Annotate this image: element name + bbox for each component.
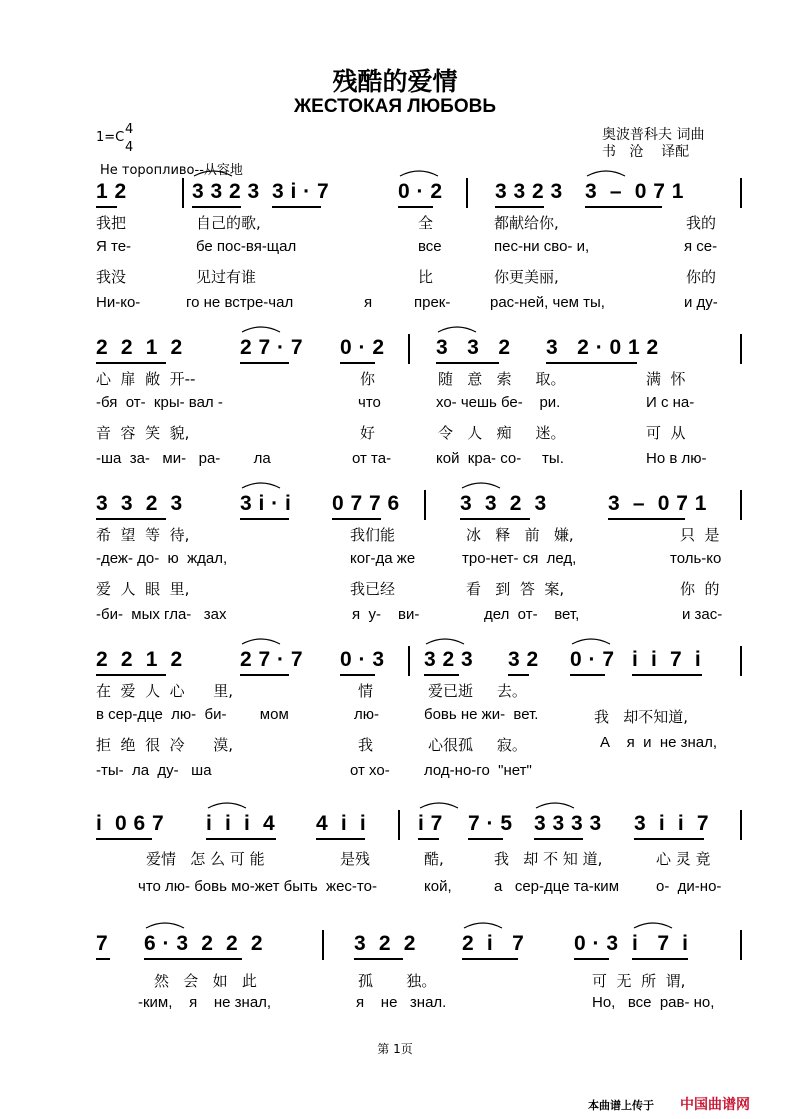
lyric-segment: 音 容 笑 貌, (96, 424, 190, 442)
note-group: 3 2 · 0 1 2 (546, 336, 659, 359)
lyric-segment: и ду- (684, 294, 718, 311)
note-group: 3 i i 7 (634, 812, 710, 835)
lyric-segment: о- ди-но- (656, 878, 722, 895)
lyric-segment: 我没 (96, 268, 127, 286)
lyric-segment: А я и не знал, (600, 734, 718, 751)
lyric-segment: 满 怀 (646, 370, 686, 388)
lyric-segment: а сер-дце та-ким (494, 878, 620, 895)
lyric-segment: -деж- до- ю ждал, (96, 550, 228, 567)
lyric-segment: И с на- (646, 394, 695, 411)
lyric-segment: кой, (424, 878, 452, 895)
note-group: 2 7 · 7 (240, 648, 304, 671)
beam-line (570, 674, 605, 676)
note-group: 7 · 5 (468, 812, 513, 835)
lyric-segment: 看 到 答 案, (466, 580, 565, 598)
tie-slur (208, 803, 246, 808)
lyric-segment: от та- (352, 450, 392, 467)
note-group: 3 3 2 3 (96, 492, 183, 515)
lyric-segment: 令 人 痴 迷。 (438, 424, 566, 442)
lyric-segment: лю- (354, 706, 379, 723)
lyric-segment: ви- (398, 606, 420, 623)
lyric-segment: -ким, я не знал, (138, 994, 272, 1011)
beam-line (534, 838, 583, 840)
composer-credit: 奥波普科夫 词曲 (602, 127, 705, 143)
lyric-segment: 心 扉 敞 开-- (96, 370, 196, 388)
tie-slur (242, 639, 280, 644)
lyric-segment: 我 却 不 知 道, (494, 850, 603, 868)
title-russian: ЖЕСТОКАЯ ЛЮБОВЬ (294, 96, 496, 117)
tie-slur (572, 639, 610, 644)
lyric-segment: 全 (418, 214, 434, 232)
lyric-segment: пес-ни сво- и, (494, 238, 590, 255)
note-group: 3 – 0 7 1 (585, 180, 684, 203)
lyric-segment: прек- (414, 294, 451, 311)
note-group: 2 i 7 (462, 932, 525, 955)
note-group: 0 · 3 (340, 648, 385, 671)
time-signature-bottom: 4 (125, 140, 134, 155)
tie-slur (242, 483, 280, 488)
beam-line (206, 838, 276, 840)
lyric-segment: 拒 绝 很 冷 漠, (96, 736, 233, 754)
lyric-segment: хо- чешь бе- ри. (436, 394, 561, 411)
tie-slur (634, 923, 672, 928)
lyric-segment: 爱已逝 去。 (428, 682, 527, 700)
beam-line (340, 362, 375, 364)
lyric-segment: -би- мых гла- зах (96, 606, 227, 623)
lyric-segment: го не встре-чал (186, 294, 294, 311)
beam-line (418, 838, 439, 840)
lyric-segment: 在 爱 人 心 里, (96, 682, 233, 700)
bar-line (740, 490, 742, 520)
lyric-segment: 可 从 (646, 424, 686, 442)
tie-slur (242, 327, 280, 332)
note-group: 3 2 3 (424, 648, 474, 671)
bar-line (408, 334, 410, 364)
upload-credit: 本曲谱上传于 (588, 1099, 654, 1112)
beam-line (96, 838, 152, 840)
note-group: i 7 (418, 812, 443, 835)
tie-slur (420, 803, 458, 808)
lyric-segment: 爱情 怎 么 可 能 (146, 850, 265, 868)
tie-slur (400, 171, 438, 176)
translator-credit: 书 沧 译配 (602, 144, 690, 160)
tie-slur (426, 639, 464, 644)
lyric-segment: рас-ней, чем ты, (490, 294, 605, 311)
beam-line (332, 518, 381, 520)
lyric-segment: 我 却不知道, (594, 708, 689, 726)
note-group: 3 3 2 3 (495, 180, 563, 203)
note-group: i i i 4 (206, 812, 276, 835)
lyric-segment: 我已经 (350, 580, 396, 598)
lyric-segment: 你更美丽, (494, 268, 559, 286)
note-group: 3 2 (508, 648, 539, 671)
note-group: 2 2 1 2 (96, 648, 183, 671)
note-group: 4 i i (316, 812, 367, 835)
beam-line (96, 206, 117, 208)
lyric-segment: 我的 (686, 214, 717, 232)
title-chinese: 残酷的爱情 (332, 67, 458, 96)
beam-line (354, 958, 403, 960)
note-group: 0 · 2 (340, 336, 385, 359)
note-group: 3 3 2 (436, 336, 511, 359)
beam-line (585, 206, 662, 208)
bar-line (408, 646, 410, 676)
tie-slur (464, 923, 502, 928)
lyric-segment: кой кра- со- ты. (436, 450, 564, 467)
lyric-segment: 好 (360, 424, 376, 442)
note-group: 0 · 2 (398, 180, 443, 203)
lyric-segment: я (364, 294, 373, 311)
beam-line (144, 958, 242, 960)
beam-line (632, 958, 688, 960)
beam-line (240, 362, 289, 364)
beam-line (96, 518, 166, 520)
lyric-segment: дел от- вет, (484, 606, 580, 623)
lyric-segment: что лю- бовь мо-жет быть жес-то- (138, 878, 377, 895)
lyric-segment: -ша за- ми- ра- ла (96, 450, 271, 467)
note-group: 3 3 2 3 (460, 492, 547, 515)
lyric-segment: 希 望 等 待, (96, 526, 190, 544)
lyric-segment: 自己的歌, (196, 214, 261, 232)
lyric-segment: 冰 释 前 嫌, (466, 526, 574, 544)
note-group: 3 3 3 3 (534, 812, 602, 835)
tempo-marking: Не торопливо--从容地 (100, 163, 243, 178)
note-group: i 0 6 7 (96, 812, 165, 835)
bar-line (182, 178, 184, 208)
lyric-segment: 心 灵 竟 (656, 850, 711, 868)
bar-line (398, 810, 400, 840)
beam-line (96, 674, 166, 676)
beam-line (96, 362, 166, 364)
lyric-segment: 我把 (96, 214, 127, 232)
lyric-segment: что (358, 394, 381, 411)
beam-line (468, 838, 503, 840)
lyric-segment: 随 意 索 取。 (438, 370, 566, 388)
tie-slur (462, 483, 500, 488)
lyric-segment: Ни-ко- (96, 294, 141, 311)
lyric-segment: 情 (358, 682, 374, 700)
beam-line (424, 674, 459, 676)
lyric-segment: бе пос-вя-щал (196, 238, 297, 255)
lyric-segment: Но в лю- (646, 450, 707, 467)
lyric-segment: ког-да же (350, 550, 416, 567)
note-group: 3 – 0 7 1 (608, 492, 707, 515)
note-group: 0 7 7 6 (332, 492, 400, 515)
lyric-segment: -бя от- кры- вал - (96, 394, 223, 411)
bar-line (466, 178, 468, 208)
bar-line (424, 490, 426, 520)
key-signature: 1=C (96, 130, 125, 145)
note-group: 1 2 (96, 180, 127, 203)
beam-line (96, 958, 110, 960)
lyric-segment: 比 (418, 268, 434, 286)
lyric-segment: 是残 (340, 850, 371, 868)
bar-line (740, 178, 742, 208)
note-group: i 7 i (632, 932, 689, 955)
lyric-segment: 酷, (424, 850, 444, 868)
beam-line (508, 674, 529, 676)
tie-slur (587, 171, 625, 176)
bar-line (740, 810, 742, 840)
lyric-segment: 孤 独。 (358, 972, 437, 990)
note-group: 3 i · 7 (272, 180, 330, 203)
lyric-segment: от хо- (350, 762, 390, 779)
lyric-segment: 爱 人 眼 里, (96, 580, 190, 598)
lyric-segment: я се- (684, 238, 718, 255)
beam-line (316, 838, 365, 840)
lyric-segment: тро-нет- ся лед, (462, 550, 577, 567)
lyric-segment: лод-но-го "нет" (424, 762, 532, 779)
bar-line (322, 930, 324, 960)
beam-line (398, 206, 433, 208)
lyric-segment: толь-ко (670, 550, 722, 567)
beam-line (240, 518, 289, 520)
site-logo: 中国曲谱网 (680, 1097, 750, 1113)
time-signature-top: 4 (125, 122, 134, 137)
lyric-segment: 你 的 (680, 580, 720, 598)
beam-line (240, 674, 289, 676)
beam-line (546, 362, 637, 364)
lyric-segment: 然 会 如 此 (154, 972, 257, 990)
tie-slur (146, 923, 184, 928)
lyric-segment: Я те- (96, 238, 132, 255)
lyric-segment: 都献给你, (494, 214, 559, 232)
beam-line (634, 838, 704, 840)
note-group: 2 2 1 2 (96, 336, 183, 359)
beam-line (462, 958, 518, 960)
lyric-segment: 只 是 (680, 526, 720, 544)
beam-line (574, 958, 609, 960)
note-group: 3 3 2 3 (192, 180, 260, 203)
note-group: 0 · 3 (574, 932, 619, 955)
lyric-segment: 我 (358, 736, 374, 754)
bar-line (740, 930, 742, 960)
tie-slur (438, 327, 476, 332)
lyric-segment: Но, все рав- но, (592, 994, 715, 1011)
lyric-segment: 见过有谁 (196, 268, 257, 286)
beam-line (608, 518, 685, 520)
lyric-segment: 可 无 所 谓, (592, 972, 686, 990)
lyric-segment: и зас- (682, 606, 723, 623)
beam-line (632, 674, 702, 676)
lyric-segment: 我们能 (350, 526, 396, 544)
tie-slur (536, 803, 574, 808)
note-group: i i 7 i (632, 648, 702, 671)
note-group: 3 i · i (240, 492, 292, 515)
beam-line (436, 362, 499, 364)
lyric-segment: 心很孤 寂。 (428, 736, 527, 754)
beam-line (495, 206, 544, 208)
lyric-segment: в сер-дце лю- би- мом (96, 706, 289, 723)
note-group: 7 (96, 932, 109, 955)
note-group: 2 7 · 7 (240, 336, 304, 359)
lyric-segment: я у- (352, 606, 381, 623)
lyric-segment: бовь не жи- вет. (424, 706, 539, 723)
lyric-segment: -ты- ла ду- ша (96, 762, 212, 779)
note-group: 0 · 7 (570, 648, 615, 671)
bar-line (740, 334, 742, 364)
beam-line (460, 518, 530, 520)
beam-line (192, 206, 241, 208)
beam-line (340, 674, 375, 676)
lyric-segment: 你的 (686, 268, 717, 286)
lyric-segment: я не знал. (356, 994, 447, 1011)
note-group: 3 2 2 (354, 932, 416, 955)
lyric-segment: 你 (360, 370, 376, 388)
note-group: 6 · 3 2 2 2 (144, 932, 264, 955)
beam-line (272, 206, 321, 208)
lyric-segment: все (418, 238, 442, 255)
page-number: 第 1页 (377, 1042, 413, 1056)
bar-line (740, 646, 742, 676)
